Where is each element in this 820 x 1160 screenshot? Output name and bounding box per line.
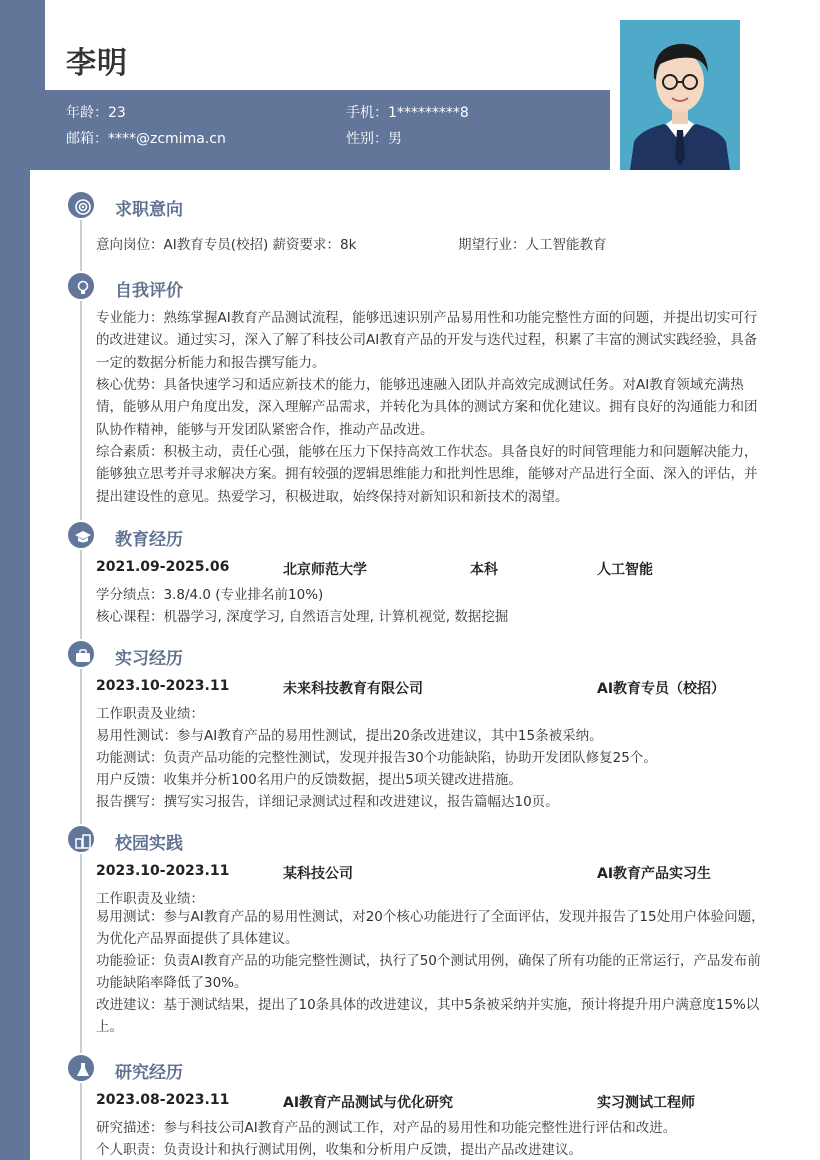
campus-duty-2: 功能验证：负责AI教育产品的功能完整性测试，执行了50个测试用例，确保了所有功能的正常运行，产品发布前功能缺陷率降低了30%。: [96, 953, 761, 992]
research-role: 实习测试工程师: [597, 1095, 695, 1111]
graduation-cap-icon: [66, 520, 96, 550]
left-side-bar: [0, 0, 30, 1160]
self-eval-professional: 专业能力：熟练掌握AI教育产品测试流程，能够迅速识别产品易用性和功能完整性方面的问题，并提出切实可行的改进建议。通过实习，深入了解了科技公司AI教育产品的开发与迭代过程，积累了丰富的测试实践经验，具备一定的数据分析能力和报告撰写能力。: [96, 310, 758, 371]
briefcase-icon: [66, 639, 96, 669]
education-courses: 核心课程：机器学习, 深度学习, 自然语言处理, 计算机视觉, 数据挖掘: [96, 609, 509, 625]
internship-duty-3: 用户反馈：收集并分析100名用户的反馈数据，提出5项关键改进措施。: [96, 772, 522, 788]
section-title-campus: 校园实践: [115, 834, 183, 854]
internship-role: AI教育专员（校招）: [597, 681, 726, 697]
portrait-illustration-icon: [620, 20, 740, 170]
objective-industry: 期望行业：人工智能教育: [458, 237, 607, 253]
candidate-name: 李明: [66, 46, 128, 81]
education-gpa: 学分绩点：3.8/4.0 (专业排名前10%): [96, 587, 324, 603]
education-major: 人工智能: [597, 562, 653, 578]
section-title-internship: 实习经历: [115, 649, 183, 669]
gender-info: 性别：男: [346, 131, 402, 147]
phone-value: 1*********8: [388, 105, 469, 121]
flask-icon: [66, 1053, 96, 1083]
email-value: ****@zcmima.cn: [108, 131, 226, 147]
section-title-objective: 求职意向: [115, 200, 183, 220]
self-eval-qualities: 综合素质：积极主动，责任心强，能够在压力下保持高效工作状态。具备良好的时间管理能力和问题解决能力，能够独立思考并寻求解决方案。拥有较强的逻辑思维能力和批判性思维，能够对产品进行全面、深入的评估，并提出建设性的意见。热爱学习，积极进取，始终保持对新知识和新技术的渴望。: [96, 444, 758, 505]
section-title-education: 教育经历: [115, 530, 183, 550]
research-project: AI教育产品测试与优化研究: [283, 1095, 454, 1111]
section-title-research: 研究经历: [115, 1063, 183, 1083]
education-period: 2021.09-2025.06: [96, 559, 230, 575]
internship-duty-2: 功能测试：负责产品功能的完整性测试，发现并报告30个功能缺陷，协助开发团队修复25个。: [96, 750, 657, 766]
objective-position: 意向岗位：AI教育专员(校招) 薪资要求：8k: [96, 237, 357, 253]
research-period: 2023.08-2023.11: [96, 1092, 230, 1108]
phone-info: 手机：1*********8: [346, 105, 469, 121]
age-value: 23: [108, 105, 126, 121]
research-description: 研究描述：参与科技公司AI教育产品的测试工作，对产品的易用性和功能完整性进行评估和改进。: [96, 1120, 677, 1136]
campus-period: 2023.10-2023.11: [96, 863, 230, 879]
internship-period: 2023.10-2023.11: [96, 678, 230, 694]
self-eval-strengths: 核心优势：具备快速学习和适应新技术的能力，能够迅速融入团队并高效完成测试任务。对AI教育领域充满热情，能够从用户角度出发，深入理解产品需求，并转化为具体的测试方案和优化建议。拥有良好的沟通能力和团队协作精神，能够与开发团队紧密合作，推动产品改进。: [96, 377, 758, 438]
timeline-line: [80, 205, 82, 1160]
internship-duties-label: 工作职责及业绩：: [96, 706, 204, 722]
education-degree: 本科: [470, 562, 498, 578]
section-title-self-eval: 自我评价: [115, 281, 183, 301]
education-school: 北京师范大学: [283, 562, 367, 578]
campus-company: 某科技公司: [283, 866, 353, 882]
buildings-icon: [66, 824, 96, 854]
email-info: 邮箱：****@zcmima.cn: [66, 131, 226, 147]
gender-value: 男: [388, 131, 402, 147]
lightbulb-icon: [66, 271, 96, 301]
header-accent-bar: [30, 0, 45, 90]
age-info: 年龄：23: [66, 105, 126, 121]
campus-duty-3: 改进建议：基于测试结果，提出了10条具体的改进建议，其中5条被采纳并实施，预计将提升用户满意度15%以上。: [96, 997, 760, 1036]
research-duty: 个人职责：负责设计和执行测试用例，收集和分析用户反馈，提出产品改进建议。: [96, 1142, 582, 1158]
campus-duty-1: 易用测试：参与AI教育产品的易用性测试，对20个核心功能进行了全面评估，发现并报告了15处用户体验问题，为优化产品界面提供了具体建议。: [96, 909, 765, 948]
internship-duty-1: 易用性测试：参与AI教育产品的易用性测试，提出20条改进建议，其中15条被采纳。: [96, 728, 603, 744]
internship-duty-4: 报告撰写：撰写实习报告，详细记录测试过程和改进建议，报告篇幅达10页。: [96, 794, 559, 810]
target-icon: [66, 190, 96, 220]
campus-role: AI教育产品实习生: [597, 866, 712, 882]
campus-duties-label: 工作职责及业绩：: [96, 891, 204, 907]
internship-company: 未来科技教育有限公司: [283, 681, 423, 697]
profile-photo: [620, 20, 740, 170]
